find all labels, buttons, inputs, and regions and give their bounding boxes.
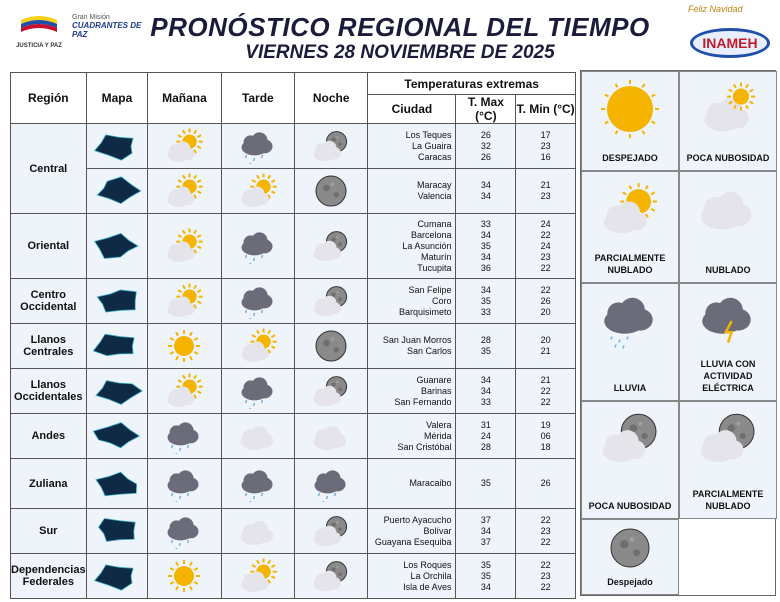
legend-label: POCA NUBOSIDAD xyxy=(686,153,770,163)
city-name: San Carlos xyxy=(406,346,452,356)
header-manana: Mañana xyxy=(148,73,221,124)
legend-label: DESPEJADO xyxy=(602,153,658,163)
forecast-afternoon xyxy=(221,459,294,509)
region-map xyxy=(86,554,148,599)
tmin-value: 23 xyxy=(540,191,551,201)
table-row xyxy=(11,124,576,169)
city-list xyxy=(368,554,456,599)
cloudy-icon xyxy=(235,513,281,549)
page-title: PRONÓSTICO REGIONAL DEL TIEMPO xyxy=(150,12,650,42)
forecast-night xyxy=(295,214,368,279)
tmin-list xyxy=(516,459,576,509)
tmin-value: 22 xyxy=(540,581,551,592)
table-row xyxy=(11,554,576,599)
table-row xyxy=(11,279,576,324)
tmax-value: 34 xyxy=(480,374,491,385)
tmin-value: 23 xyxy=(540,140,551,151)
city-name: Maracaibo xyxy=(409,478,452,488)
region-name: Llanos Centrales xyxy=(11,324,87,369)
tmin-value: 23 xyxy=(540,570,551,581)
rain-icon xyxy=(235,466,281,502)
tmax-value: 34 xyxy=(480,581,491,592)
region-map-icon xyxy=(89,373,145,409)
moon-cloud-icon xyxy=(308,283,354,319)
city-name: San Juan Morros xyxy=(382,335,452,345)
tmax-value: 34 xyxy=(480,385,491,396)
moon-cloud-icon xyxy=(308,128,354,164)
forecast-afternoon xyxy=(221,214,294,279)
partly-cloudy-icon xyxy=(594,178,666,240)
city-name: Guayana Esequiba xyxy=(374,536,452,547)
city-name: Mérida xyxy=(423,430,452,441)
city-name: San Cristóbal xyxy=(397,441,452,452)
tmin-list xyxy=(516,509,576,554)
header-mapa: Mapa xyxy=(86,73,148,124)
tmax-list xyxy=(456,214,516,279)
city-name: Isla de Aves xyxy=(403,581,452,592)
tmax-value: 35 xyxy=(480,346,491,356)
region-name: Central xyxy=(11,124,87,214)
tmin-value: 21 xyxy=(540,346,551,356)
tmax-value: 28 xyxy=(480,441,491,452)
forecast-afternoon xyxy=(221,279,294,324)
partly-cloudy-icon xyxy=(161,373,207,409)
forecast-morning xyxy=(148,214,221,279)
tmax-list xyxy=(456,279,516,324)
partly-cloudy-icon xyxy=(161,228,207,264)
region-map xyxy=(86,324,148,369)
city-list xyxy=(368,459,456,509)
tmin-list xyxy=(516,214,576,279)
forecast-afternoon xyxy=(221,509,294,554)
tmax-value: 26 xyxy=(480,151,491,162)
table-row xyxy=(11,324,576,369)
region-map xyxy=(86,169,148,214)
rain-icon xyxy=(235,373,281,409)
moon-cloud-icon xyxy=(692,408,764,470)
tmin-list xyxy=(516,369,576,414)
tmax-list xyxy=(456,324,516,369)
tmax-list xyxy=(456,509,516,554)
city-list xyxy=(368,369,456,414)
forecast-night xyxy=(295,414,368,459)
city-name: Barquisimeto xyxy=(398,306,452,317)
region-map-icon xyxy=(89,283,145,319)
rain-icon xyxy=(161,466,207,502)
city-list xyxy=(368,509,456,554)
sun-icon xyxy=(161,558,207,594)
rain-icon xyxy=(235,283,281,319)
region-map xyxy=(86,459,148,509)
city-name: Bolívar xyxy=(423,525,452,536)
partly-cloudy-icon xyxy=(235,328,281,364)
city-name: La Orchila xyxy=(410,570,452,581)
tmin-value: 24 xyxy=(540,218,551,229)
city-name: La Asunción xyxy=(402,240,452,251)
partly-cloudy-icon xyxy=(161,173,207,209)
tmin-value: 22 xyxy=(540,229,551,240)
tmin-value: 21 xyxy=(540,180,551,190)
city-name: Maracay xyxy=(416,180,452,190)
christmas-greeting: Feliz Navidad xyxy=(688,4,743,14)
forecast-morning xyxy=(148,369,221,414)
tmin-value: 22 xyxy=(540,284,551,295)
tmin-value: 26 xyxy=(540,478,551,488)
forecast-afternoon xyxy=(221,169,294,214)
tmin-value: 19 xyxy=(540,419,551,430)
header-ciudad: Ciudad xyxy=(368,95,456,124)
legend-item xyxy=(581,71,679,171)
tmin-value: 20 xyxy=(540,335,551,345)
venezuela-flag-icon xyxy=(19,12,59,34)
city-name: Los Teques xyxy=(405,129,452,140)
region-map-icon xyxy=(89,228,145,264)
city-name: Guanare xyxy=(416,374,452,385)
rain-icon xyxy=(308,466,354,502)
region-map-icon xyxy=(89,418,145,454)
table-row xyxy=(11,214,576,279)
tmin-value: 23 xyxy=(540,251,551,262)
tmin-value: 06 xyxy=(540,430,551,441)
legend-label: POCA NUBOSIDAD xyxy=(588,501,672,511)
forecast-afternoon xyxy=(221,414,294,459)
region-name: Dependencias Federales xyxy=(11,554,87,599)
table-row xyxy=(11,459,576,509)
legend-label: NUBLADO xyxy=(705,265,751,275)
cuadrantes-paz-logo xyxy=(72,14,152,39)
forecast-morning xyxy=(148,324,221,369)
table-row xyxy=(11,369,576,414)
forecast-morning xyxy=(148,414,221,459)
rain-icon xyxy=(594,290,666,352)
moon-cloud-icon xyxy=(308,558,354,594)
moon-icon xyxy=(308,173,354,209)
inameh-badge: INAMEH xyxy=(690,28,770,58)
tmin-value: 23 xyxy=(540,525,551,536)
city-list xyxy=(368,279,456,324)
header-noche: Noche xyxy=(295,73,368,124)
region-map-icon xyxy=(89,173,145,209)
region-map-icon xyxy=(89,328,145,364)
legend xyxy=(580,70,776,596)
region-name: Sur xyxy=(11,509,87,554)
tmax-value: 35 xyxy=(480,559,491,570)
region-name: Centro Occidental xyxy=(11,279,87,324)
header-tarde: Tarde xyxy=(221,73,294,124)
tmax-value: 37 xyxy=(480,536,491,547)
table-row xyxy=(11,169,576,214)
tmax-list xyxy=(456,554,516,599)
moon-cloud-icon xyxy=(308,228,354,264)
inameh-logo xyxy=(684,2,780,66)
tmax-value: 37 xyxy=(480,514,491,525)
region-map xyxy=(86,509,148,554)
moon-icon xyxy=(594,526,666,570)
city-name: Puerto Ayacucho xyxy=(383,514,452,525)
tmin-value: 16 xyxy=(540,151,551,162)
city-list xyxy=(368,124,456,169)
header-region: Región xyxy=(11,73,87,124)
tmax-value: 31 xyxy=(480,419,491,430)
rain-icon xyxy=(235,228,281,264)
tmin-value: 17 xyxy=(540,129,551,140)
tmin-value: 26 xyxy=(540,295,551,306)
legend-label: Despejado xyxy=(607,577,653,587)
logo-mid-line2: CUADRANTES DE PAZ xyxy=(72,21,142,39)
tmin-list xyxy=(516,414,576,459)
region-name: Zuliana xyxy=(11,459,87,509)
city-list xyxy=(368,324,456,369)
tmax-value: 32 xyxy=(480,140,491,151)
tmin-value: 18 xyxy=(540,441,551,452)
rain-icon xyxy=(235,128,281,164)
tmax-value: 33 xyxy=(480,306,491,317)
tmax-value: 35 xyxy=(480,240,491,251)
tmax-value: 34 xyxy=(480,229,491,240)
tmin-list xyxy=(516,124,576,169)
forecast-night xyxy=(295,169,368,214)
city-name: Barcelona xyxy=(410,229,452,240)
tmax-value: 35 xyxy=(480,478,491,488)
sun-icon xyxy=(161,328,207,364)
region-map xyxy=(86,369,148,414)
region-name: Llanos Occidentales xyxy=(11,369,87,414)
city-name: Valencia xyxy=(417,191,452,201)
tmax-value: 26 xyxy=(480,129,491,140)
region-name: Oriental xyxy=(11,214,87,279)
tmax-value: 24 xyxy=(480,430,491,441)
justicia-paz-logo xyxy=(14,12,64,49)
legend-item xyxy=(679,283,777,401)
legend-label: PARCIALMENTE NUBLADO xyxy=(692,489,764,511)
city-name: Los Roques xyxy=(403,559,452,570)
tmax-value: 34 xyxy=(480,191,491,201)
city-name: Caracas xyxy=(417,151,452,162)
header-tmin: T. Min (°C) xyxy=(516,95,576,124)
cloudy-icon xyxy=(235,418,281,454)
city-name: San Felipe xyxy=(408,284,452,295)
forecast-night xyxy=(295,459,368,509)
page-subtitle: VIERNES 28 NOVIEMBRE DE 2025 xyxy=(245,42,555,63)
forecast-night xyxy=(295,124,368,169)
region-map-icon xyxy=(89,558,145,594)
city-name: Coro xyxy=(431,295,452,306)
tmin-value: 22 xyxy=(540,396,551,407)
rain-icon xyxy=(161,513,207,549)
region-map xyxy=(86,214,148,279)
tmax-value: 34 xyxy=(480,180,491,190)
tmax-value: 34 xyxy=(480,525,491,536)
tmax-list xyxy=(456,369,516,414)
city-name: La Guaira xyxy=(411,140,452,151)
storm-icon xyxy=(692,290,764,352)
region-map xyxy=(86,279,148,324)
sun-icon xyxy=(594,78,666,140)
forecast-table xyxy=(10,72,576,599)
city-name: Tucupita xyxy=(417,262,452,273)
few-clouds-icon xyxy=(692,78,764,140)
rain-icon xyxy=(161,418,207,454)
partly-cloudy-icon xyxy=(235,558,281,594)
forecast-afternoon xyxy=(221,124,294,169)
legend-label: LLUVIA xyxy=(613,383,647,393)
moon-cloud-icon xyxy=(308,373,354,409)
legend-item xyxy=(679,71,777,171)
tmin-value: 22 xyxy=(540,262,551,273)
legend-item xyxy=(581,401,679,519)
forecast-night xyxy=(295,279,368,324)
tmax-list xyxy=(456,414,516,459)
forecast-morning xyxy=(148,554,221,599)
region-name: Andes xyxy=(11,414,87,459)
tmax-value: 34 xyxy=(480,284,491,295)
tmax-value: 35 xyxy=(480,570,491,581)
moon-cloud-icon xyxy=(594,408,666,470)
cloudy-icon xyxy=(692,178,764,240)
city-name: Valera xyxy=(426,419,452,430)
tmin-value: 20 xyxy=(540,306,551,317)
forecast-morning xyxy=(148,279,221,324)
region-map xyxy=(86,414,148,459)
cloudy-icon xyxy=(308,418,354,454)
moon-icon xyxy=(308,328,354,364)
city-list xyxy=(368,169,456,214)
tmax-value: 33 xyxy=(480,396,491,407)
table-row xyxy=(11,414,576,459)
tmin-value: 22 xyxy=(540,536,551,547)
tmax-list xyxy=(456,459,516,509)
legend-item xyxy=(581,283,679,401)
region-map-icon xyxy=(89,128,145,164)
city-name: Maturín xyxy=(420,251,452,262)
forecast-night xyxy=(295,324,368,369)
tmax-list xyxy=(456,124,516,169)
city-list xyxy=(368,414,456,459)
tmin-value: 22 xyxy=(540,385,551,396)
city-name: Barinas xyxy=(420,385,452,396)
tmin-value: 22 xyxy=(540,559,551,570)
forecast-afternoon xyxy=(221,369,294,414)
city-name: Cumana xyxy=(417,218,452,229)
tmax-value: 35 xyxy=(480,295,491,306)
tmin-value: 24 xyxy=(540,240,551,251)
header-temps: Temperaturas extremas xyxy=(368,73,576,95)
moon-cloud-icon xyxy=(308,513,354,549)
partly-cloudy-icon xyxy=(161,283,207,319)
city-list xyxy=(368,214,456,279)
legend-item xyxy=(679,171,777,283)
forecast-afternoon xyxy=(221,554,294,599)
tmin-list xyxy=(516,279,576,324)
forecast-morning xyxy=(148,459,221,509)
header-tmax: T. Max (°C) xyxy=(456,95,516,124)
logo-left-caption: JUSTICIA Y PAZ xyxy=(16,43,62,49)
legend-item xyxy=(581,171,679,283)
tmin-list xyxy=(516,324,576,369)
region-map-icon xyxy=(89,466,145,502)
tmax-value: 36 xyxy=(480,262,491,273)
legend-label: LLUVIA CON ACTIVIDAD ELÉCTRICA xyxy=(700,359,756,393)
forecast-morning xyxy=(148,169,221,214)
forecast-night xyxy=(295,509,368,554)
forecast-afternoon xyxy=(221,324,294,369)
region-map-icon xyxy=(89,513,145,549)
table-row xyxy=(11,509,576,554)
logo-mid-line1: Gran Misión xyxy=(72,14,110,21)
forecast-night xyxy=(295,554,368,599)
tmin-list xyxy=(516,554,576,599)
tmin-value: 21 xyxy=(540,374,551,385)
forecast-morning xyxy=(148,509,221,554)
city-name: San Fernando xyxy=(394,396,452,407)
legend-label: PARCIALMENTE NUBLADO xyxy=(594,253,666,275)
tmax-value: 34 xyxy=(480,251,491,262)
partly-cloudy-icon xyxy=(161,128,207,164)
partly-cloudy-icon xyxy=(235,173,281,209)
tmax-value: 28 xyxy=(480,335,491,345)
tmin-list xyxy=(516,169,576,214)
tmax-list xyxy=(456,169,516,214)
region-map xyxy=(86,124,148,169)
tmin-value: 22 xyxy=(540,514,551,525)
forecast-night xyxy=(295,369,368,414)
legend-item xyxy=(679,401,777,519)
header xyxy=(0,0,780,68)
legend-item xyxy=(581,519,679,595)
forecast-morning xyxy=(148,124,221,169)
tmax-value: 33 xyxy=(480,218,491,229)
